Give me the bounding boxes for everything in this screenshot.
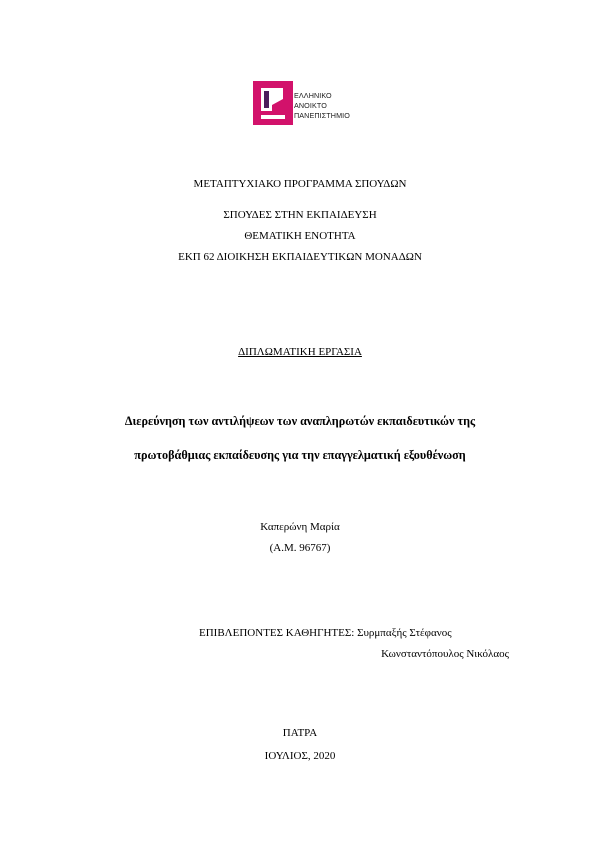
supervisors-label: ΕΠΙΒΛΕΠΟΝΤΕΣ ΚΑΘΗΓΗΤΕΣ: [199, 627, 355, 639]
logo-text-line: ΑΝΟΙΚΤΟ [294, 100, 327, 110]
university-logo [253, 81, 373, 125]
thematic-unit-label: ΘΕΜΑΤΙΚΗ ΕΝΟΤΗΤΑ [244, 230, 356, 242]
thesis-title-line-2: πρωτοβάθμιας εκπαίδευσης για την επαγγελματική εξουθένωση [134, 448, 466, 462]
supervisors-row [199, 627, 452, 639]
author-registration-number: (Α.Μ. 96767) [269, 542, 331, 554]
date: ΙΟΥΛΙΟΣ, 2020 [264, 750, 336, 762]
university-logo-mark-icon [253, 81, 293, 125]
program-studies: ΣΠΟΥΔΕΣ ΣΤΗΝ ΕΚΠΑΙΔΕΥΣΗ [223, 209, 377, 221]
thematic-unit: ΕΚΠ 62 ΔΙΟΙΚΗΣΗ ΕΚΠΑΙΔΕΥΤΙΚΩΝ ΜΟΝΑΔΩΝ [178, 251, 422, 263]
university-logo-text [294, 91, 350, 120]
city: ΠΑΤΡΑ [282, 727, 318, 739]
supervisor-first: Συρμπαξής Στέφανος [357, 627, 452, 639]
program-title: ΜΕΤΑΠΤΥΧΙΑΚΟ ΠΡΟΓΡΑΜΜΑ ΣΠΟΥΔΩΝ [193, 178, 407, 190]
thesis-title-line-1: Διερεύνηση των αντιλήψεων των αναπληρωτών εκπαιδευτικών της [124, 414, 476, 428]
supervisor-second: Κωνσταντόπουλος Νικόλαος [381, 648, 509, 660]
document-type: ΔΙΠΛΩΜΑΤΙΚΗ ΕΡΓΑΣΙΑ [238, 346, 362, 358]
logo-text-line: ΠΑΝΕΠΙΣΤΗΜΙΟ [294, 110, 350, 120]
logo-text-line: ΕΛΛΗΝΙΚΟ [294, 91, 332, 100]
author-name: Καπερώνη Μαρία [260, 521, 340, 533]
